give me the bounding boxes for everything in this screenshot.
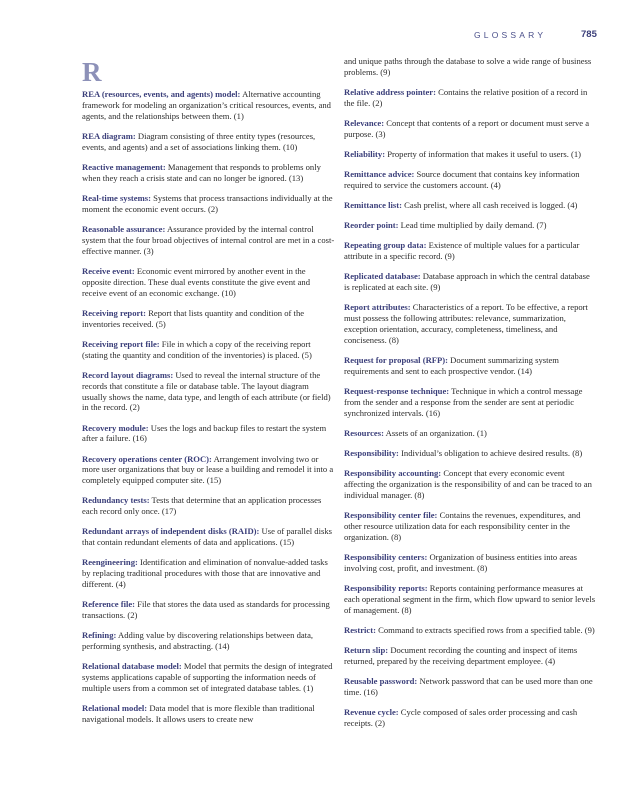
running-head-title: GLOSSARY — [474, 30, 547, 40]
glossary-entry — [82, 266, 335, 299]
glossary-definition: Report that lists quantity and condition of the inventories received. (5) — [82, 307, 305, 329]
glossary-definition: Used to reveal the internal structure of the records that constitute a file or database table. The layout diagram usually shows the name, data type, and length of each attribute (or field) in the record. (2) — [82, 369, 331, 413]
glossary-entry — [344, 271, 597, 293]
glossary-term: Resources: — [344, 428, 384, 438]
glossary-definition: Use of parallel disks that contain redundant elements of data and applications. (15) — [82, 526, 332, 548]
glossary-term: Reliability: — [344, 149, 386, 159]
glossary-entry — [344, 87, 597, 109]
glossary-definition: and unique paths through the database to solve a wide range of business problems. (9) — [344, 56, 592, 77]
glossary-term: Reference file: — [82, 599, 136, 610]
glossary-term: Refining: — [82, 630, 117, 641]
glossary-definition: Existence of multiple values for a particular attribute in a specific record. (9) — [344, 240, 580, 262]
glossary-entry — [344, 118, 597, 140]
glossary-definition: Model that permits the design of integrated systems applications capable of supporting the information needs of multiple users from a common set of integrated database tables. (1) — [82, 661, 333, 694]
glossary-definition: Diagram consisting of three entity types (resources, events, and agents) and a set of associations linking them. (10) — [82, 130, 316, 152]
glossary-definition: Concept that every economic event affecting the organization is the responsibility of and can be traced to an individual manager. (8) — [344, 468, 592, 500]
glossary-definition: Adding value by discovering relationships between data, performing synthesis, and abstracting. (14) — [82, 630, 314, 652]
glossary-term: Receiving report file: — [82, 338, 160, 349]
glossary-definition: Systems that process transactions individually at the moment the economic event occurs. (2) — [82, 192, 333, 214]
glossary-term: Reusable password: — [344, 676, 418, 686]
glossary-term: Reorder point: — [344, 220, 399, 231]
glossary-term: Return slip: — [344, 645, 389, 655]
glossary-entry — [344, 56, 597, 78]
glossary-definition: Uses the logs and backup files to restart the system after a failure. (16) — [82, 422, 327, 444]
glossary-definition: Technique in which a control message from the sender and a response from the sender are sent at periodic synchronized intervals. (16) — [344, 386, 583, 418]
glossary-definition: File that stores the data used as standards for processing transactions. (2) — [82, 599, 330, 621]
glossary-entry — [82, 454, 335, 487]
glossary-term: Reengineering: — [82, 557, 138, 568]
glossary-definition: Characteristics of a report. To be effective, a report must possess the following attributes: relevance, summarization, exception orientation, accuracy, completeness, timeliness, and conciseness. (8) — [344, 302, 588, 345]
glossary-entry — [82, 370, 335, 414]
left-entries-list — [82, 89, 335, 725]
glossary-entry — [344, 583, 597, 616]
glossary-definition: Reports containing performance measures at each operational segment in the firm, which flow upward to senior levels of management. (8) — [344, 583, 596, 615]
glossary-term: Responsibility: — [344, 448, 399, 459]
glossary-entry — [344, 707, 597, 729]
glossary-term: Relational database model: — [82, 661, 182, 672]
glossary-definition: Cash prelist, where all cash received is logged. (4) — [402, 200, 578, 211]
glossary-term: Redundant arrays of independent disks (RAID): — [82, 526, 260, 537]
glossary-entry — [82, 162, 335, 184]
glossary-definition: Contains the revenues, expenditures, and other resource utilization data for each responsibility center in the organization. (8) — [344, 510, 581, 542]
glossary-term: Reasonable assurance: — [82, 223, 166, 234]
glossary-entry — [344, 169, 597, 191]
glossary-term: REA diagram: — [82, 130, 136, 141]
glossary-term: Remittance list: — [344, 200, 402, 211]
glossary-definition: Concept that contents of a report or document must serve a purpose. (3) — [344, 118, 590, 139]
glossary-entry — [344, 676, 597, 698]
glossary-term: Relative address pointer: — [344, 87, 436, 97]
glossary-term: Request for proposal (RFP): — [344, 355, 448, 366]
glossary-term: Redundancy tests: — [82, 495, 150, 506]
glossary-entry — [82, 495, 335, 517]
glossary-term: Revenue cycle: — [344, 707, 399, 717]
right-column — [344, 56, 597, 738]
glossary-definition: File in which a copy of the receiving report (stating the quantity and condition of the inventories) is placed. (5) — [82, 338, 312, 360]
glossary-entry — [82, 423, 335, 445]
glossary-term: Relevance: — [344, 118, 385, 128]
glossary-term: Responsibility accounting: — [344, 468, 442, 479]
glossary-definition: Alternative accounting framework for modeling an organization’s critical resources, events, and agents, and the relationships between them. (1) — [82, 89, 331, 121]
glossary-definition: Identification and elimination of nonvalue-added tasks by replacing traditional procedures with those that are innovative and different. (4) — [82, 557, 328, 590]
glossary-entry — [344, 428, 597, 439]
glossary-definition: Tests that determine that an application processes each record only once. (17) — [82, 495, 322, 517]
glossary-term: Responsibility center file: — [344, 510, 438, 521]
glossary-term: REA (resources, events, and agents) model: — [82, 89, 241, 99]
glossary-definition: Document summarizing system requirements and sent to each prospective vendor. (14) — [344, 355, 559, 376]
glossary-term: Restrict: — [344, 624, 376, 635]
glossary-entry — [344, 645, 597, 667]
right-entries-list — [344, 56, 597, 729]
glossary-entry — [82, 131, 335, 153]
glossary-definition: Property of information that makes it useful to users. (1) — [385, 149, 582, 159]
glossary-term: Report attributes: — [344, 302, 411, 313]
glossary-definition: Lead time multiplied by daily demand. (7) — [398, 220, 547, 231]
glossary-entry — [82, 703, 335, 725]
glossary-definition: Organization of business entities into areas involving cost, profit, and investment. (8) — [344, 552, 578, 573]
glossary-definition: Data model that is more flexible than traditional navigational models. It allows users to create new — [82, 703, 315, 725]
glossary-definition: Contains the relative position of a record in the file. (2) — [344, 87, 588, 108]
glossary-definition: Network password that can be used more than one time. (16) — [344, 676, 593, 697]
glossary-definition: Command to extracts specified rows from a specified table. (9) — [375, 624, 595, 635]
glossary-entry — [344, 386, 597, 419]
glossary-term: Responsibility reports: — [344, 583, 428, 593]
glossary-entry — [344, 625, 597, 636]
glossary-entry — [82, 339, 335, 361]
glossary-entry — [344, 200, 597, 211]
glossary-entry — [82, 308, 335, 330]
section-letter: R — [82, 57, 102, 87]
glossary-term: Record layout diagrams: — [82, 369, 174, 380]
page-number: 785 — [581, 29, 597, 40]
glossary-entry — [344, 468, 597, 501]
glossary-entry — [344, 355, 597, 377]
glossary-entry — [344, 302, 597, 346]
glossary-definition: Assurance provided by the internal control system that the four broad objectives of internal control are met in a cost-effective manner. (3) — [82, 223, 335, 256]
glossary-definition: Document recording the counting and inspect of items returned, prepared by the receiving department employee. (4) — [344, 645, 578, 666]
glossary-entry — [344, 220, 597, 231]
glossary-entry — [82, 224, 335, 257]
glossary-definition: Assets of an organization. (1) — [383, 428, 487, 438]
glossary-entry — [82, 193, 335, 215]
glossary-term: Relational model: — [82, 703, 148, 714]
glossary-entry — [82, 630, 335, 652]
glossary-entry — [82, 661, 335, 694]
glossary-entry — [82, 526, 335, 548]
page-header — [0, 30, 639, 46]
glossary-entry — [82, 557, 335, 590]
glossary-term: Reactive management: — [82, 161, 166, 172]
glossary-term: Receiving report: — [82, 307, 147, 318]
glossary-entry — [344, 552, 597, 574]
glossary-definition: Economic event mirrored by another event in the opposite direction. These dual events constitute the give event and receive event of an economic exchange. (10) — [82, 265, 310, 298]
glossary-term: Responsibility centers: — [344, 552, 428, 562]
glossary-term: Recovery module: — [82, 422, 149, 433]
glossary-entry — [344, 510, 597, 543]
glossary-entry — [344, 149, 597, 160]
glossary-entry — [82, 89, 335, 122]
glossary-term: Replicated database: — [344, 271, 421, 282]
glossary-entry — [82, 599, 335, 621]
glossary-term: Repeating group data: — [344, 240, 427, 251]
glossary-definition: Individual’s obligation to achieve desired results. (8) — [398, 448, 583, 459]
glossary-term: Recovery operations center (ROC): — [82, 453, 212, 464]
left-column — [82, 56, 335, 734]
glossary-definition: Arrangement involving two or more user organizations that buy or lease a building and remodel it into a completely equipped computer site. (15) — [82, 453, 334, 486]
glossary-term: Real-time systems: — [82, 192, 151, 203]
glossary-entry — [344, 448, 597, 459]
glossary-term: Remittance advice: — [344, 169, 415, 180]
glossary-definition: Source document that contains key information required to service the customers account. (4) — [344, 169, 580, 190]
glossary-term: Receive event: — [82, 265, 135, 276]
glossary-definition: Management that responds to problems only when they reach a crisis state and can no longer be ignored. (13) — [82, 161, 321, 183]
glossary-definition: Cycle composed of sales order processing and cash receipts. (2) — [344, 707, 578, 728]
glossary-entry — [344, 240, 597, 262]
glossary-term: Request-response technique: — [344, 386, 450, 397]
glossary-definition: Database approach in which the central database is replicated at each site. (9) — [344, 271, 590, 293]
